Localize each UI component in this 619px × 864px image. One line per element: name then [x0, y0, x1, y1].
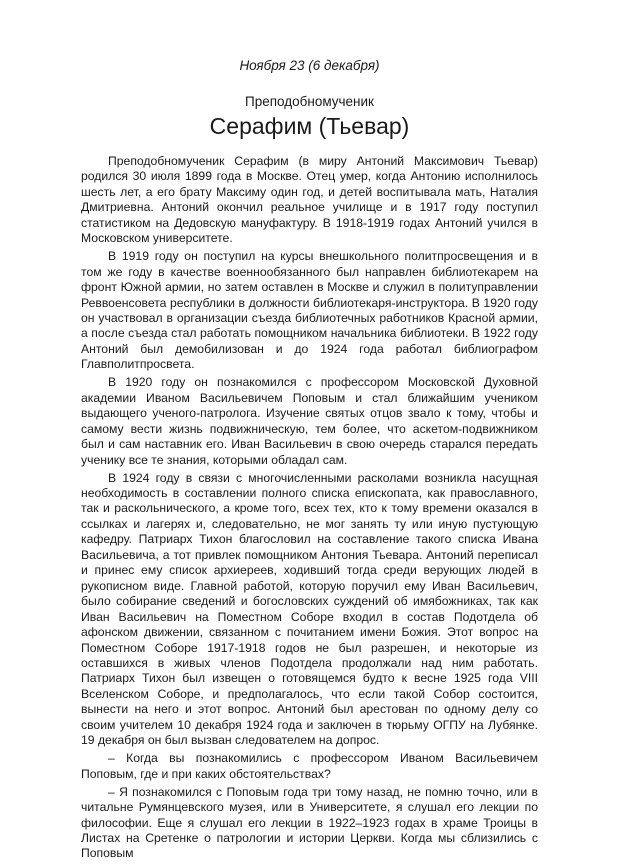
paragraph: В 1924 году в связи с многочисленными расколами возникла насущная необходимость в составлении полного списка епископата, как православного, так и раскольнического, а кроме того, всех тех, кто к тому времени оказался в ссылках и лагерях и, следовательно, не мог занять ту или иную пустующую кафедру. Патриарх Тихон благословил на составление такого списка Ивана Васильевича, а тот привлек помощником Антония Тьевара. Антоний переписал и принес ему список архиереев, ходивший тогда среди верующих людей в рукописном виде. Главной работой, которую поручил ему Иван Васильевич, было собирание сведений и богословских суждений об имябожниках, так как Иван Васильевич на Поместном Соборе входил в состав Подотдела об афонском движении, связанном с почитанием имени Божия. Этот вопрос на Поместном Соборе 1917-1918 годов не был разрешен, и некоторые из оставшихся в живых членов Подотдела продолжали над ним работать. Патриарх Тихон был извещен о готовящемся будто к весне 1925 года VIII Вселенском Соборе, и предполагалось, что если такой Собор состоится, вынести на него и этот вопрос. Антоний был арестован по одному делу со своим учителем 10 декабря 1924 года и заключен в тюрьму ОГПУ на Лубянке. 19 декабря он был вызван следователем на допрос. — [81, 470, 538, 748]
document-body — [81, 154, 538, 864]
paragraph: – Я познакомился с Поповым года три тому назад, не помню точно, или в читальне Румянцевского музея, или в Университете, я слушал его лекции по философии. Еще я слушал его лекции в 1922–1923 годах в храме Троицы в Листах на Сретенке о патрологии и истории Церкви. Когда мы сблизились с Поповым — [81, 784, 538, 861]
page-title: Серафим (Тьевар) — [209, 113, 410, 139]
paragraph: Преподобномученик Серафим (в миру Антоний Максимович Тьевар) родился 30 июля 1899 года в Москве. Отец умер, когда Антонию исполнилось шесть лет, а его брату Максиму один год, и детей воспитывала мать, Наталия Дмитриевна. Антоний окончил реальное училище и в 1917 году поступил статистиком на Дедовскую мануфактуру. В 1918-1919 годах Антоний учился в Московском университете. — [81, 154, 538, 246]
commemoration-date: Ноября 23 (6 декабря) — [239, 58, 380, 73]
paragraph: В 1919 году он поступил на курсы внешкольного политпросвещения и в том же году в качестве военнообязанного был направлен библиотекарем на фронт Южной армии, но затем оставлен в Москве и служил в политуправлении Реввоенсовета республики в должности библиотекаря-инструктора. В 1920 году он участвовал в организации съезда библиотечных работников Красной армии, а после съезда стал работать помощником начальника библиотеки. В 1922 году Антоний был демобилизован и до 1924 года работал библиографом Главполитпросвета. — [81, 249, 538, 372]
paragraph: В 1920 году он познакомился с профессором Московской Духовной академии Иваном Васильевичем Поповым и стал ближайшим учеником выдающего ученого-патролога. Изучение святых отцов звало к тому, чтобы и самому вести жизнь подвижническую, тем более, что аскетом-подвижником был и сам наставник его. Иван Васильевич в свою очередь старался передать ученику все те знания, которыми обладал сам. — [81, 375, 538, 467]
saint-rank: Преподобномученик — [245, 94, 374, 109]
paragraph: – Когда вы познакомились с профессором Иваном Васильевичем Поповым, где и при каких обстоятельствах? — [81, 751, 538, 781]
